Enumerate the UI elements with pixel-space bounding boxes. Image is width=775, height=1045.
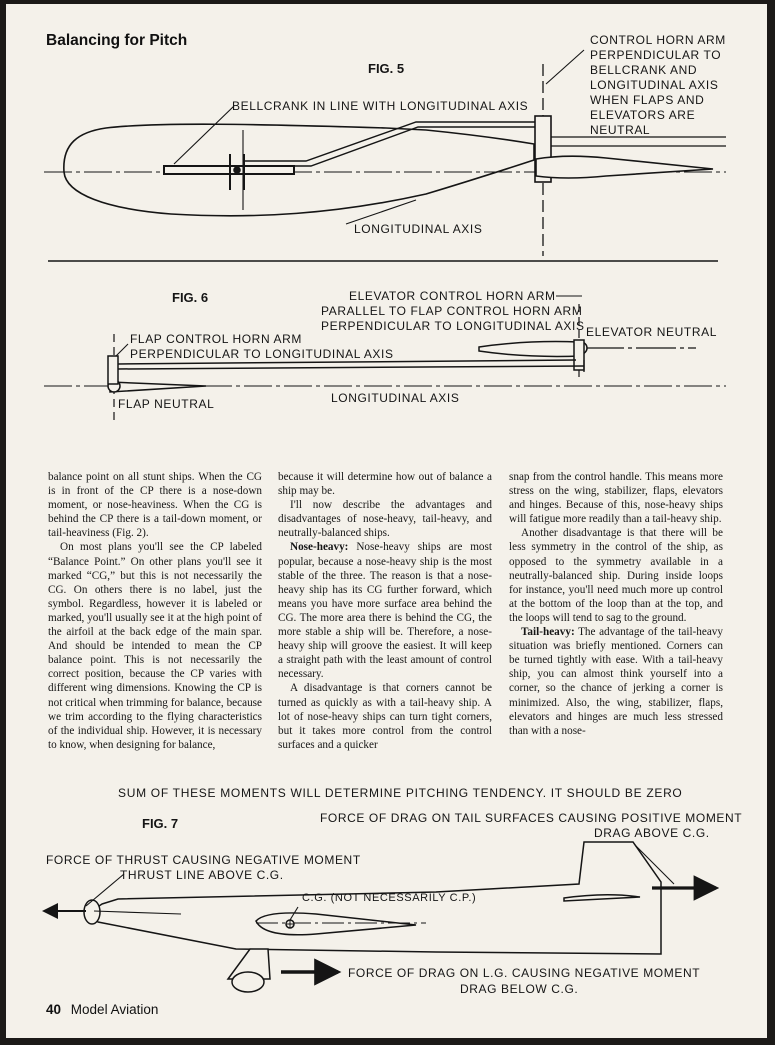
- subhead-tail-heavy: Tail-heavy:: [521, 626, 575, 639]
- page-number: 40: [46, 1002, 62, 1017]
- fig6-elevator-neutral-label: ELEVATOR NEUTRAL: [586, 325, 717, 339]
- fig6-elevator-horn-line: PARALLEL TO FLAP CONTROL HORN ARM: [321, 304, 583, 318]
- fig6-flap-neutral-label: FLAP NEUTRAL: [118, 397, 215, 411]
- paragraph-text: Nose-heavy ships are most popular, because a nose-heavy ship is the most stable of the three. The reason is that a nose-heavy ship has its CG further forward, which means you have more surface area behind the CG. The more area there is behind the CG, the more stable a ship will be. Therefore, a nose-heavy ship will groove the easiest. It will keep a straight path with the least amount of control necessary.: [278, 541, 492, 681]
- fig7-lg-drag-label: FORCE OF DRAG ON L.G. CAUSING NEGATIVE MOMENT: [348, 966, 701, 980]
- fig5-horn-line: NEUTRAL: [590, 123, 651, 137]
- fig5-horn-note: [590, 33, 726, 138]
- paragraph: I'll now describe the advantages and disadvantages of nose-heavy, tail-heavy, and neutrally-balanced ships.: [278, 499, 492, 540]
- fig6-flap-horn-line: FLAP CONTROL HORN ARM: [130, 332, 302, 346]
- fig5-bellcrank-label: BELLCRANK IN LINE WITH LONGITUDINAL AXIS: [232, 99, 529, 113]
- fig7-cg-label: C.G. (NOT NECESSARILY C.P.): [302, 892, 477, 904]
- fig7-tail-drag-label: FORCE OF DRAG ON TAIL SURFACES CAUSING POSITIVE MOMENT: [320, 811, 743, 825]
- fig6-elevator-horn-line: PERPENDICULAR TO LONGITUDINAL AXIS: [321, 319, 585, 333]
- paragraph: because it will determine how out of balance a ship may be.: [278, 471, 492, 498]
- fig5-horn-line: PERPENDICULAR TO: [590, 48, 722, 62]
- paragraph: balance point on all stunt ships. When the CG is in front of the CP there is a nose-down moment, or nose-heaviness. When the CG is behind the CP there is a tail-down moment, or tail-heaviness (Fig. 2).: [48, 471, 262, 540]
- fig7-drag-below-label: DRAG BELOW C.G.: [460, 982, 579, 996]
- fig5-axis-label: LONGITUDINAL AXIS: [354, 222, 483, 236]
- paragraph: snap from the control handle. This means more stress on the wing, stabilizer, flaps, elevators and hinges. Because of this, nose-heavy ships will fatigue more readily than a tail-heavy ship.: [509, 471, 723, 526]
- paragraph: Another disadvantage is that there will be less symmetry in the control of the ship, as opposed to the symmetry available in a neutrally-balanced ship. During inside loops for instance, you'll need much more up control at the bottom of the loop than at the top, and the loops will tend to sag to the ground.: [509, 527, 723, 624]
- article-column-1: [48, 470, 262, 752]
- fig5-label: FIG. 5: [368, 61, 405, 76]
- fig7-thrust-label: FORCE OF THRUST CAUSING NEGATIVE MOMENT: [46, 853, 361, 867]
- footer: [46, 1002, 158, 1017]
- fig5-horn-line: ELEVATORS ARE: [590, 108, 696, 122]
- paragraph: On most plans you'll see the CP labeled “Balance Point.” On other plans you'll see it marked “CG,” but this is not necessarily the CG. On others there is no label, just the symbol. Regardless, however it is labeled or marked, you'll usually see it at the high point of the airfoil at the back edge of the main spar. And should be intended to mean the CP balance point. This is not necessarily the correct position, because the CP varies with different wing dimensions. Knowing the CP is not critical when trimming for balance, because we trim according to the flying characteristics of the individual ship. However, it is necessary to know, when designing for balance,: [48, 541, 262, 751]
- paragraph: A disadvantage is that corners cannot be turned as quickly as with a tail-heavy ship. A lot of nose-heavy ships can turn tight corners, but it takes more control from the control surfaces and a quicker: [278, 682, 492, 751]
- fig7-thrust-line-label: THRUST LINE ABOVE C.G.: [120, 868, 284, 882]
- fig6-flap-horn-line: PERPENDICULAR TO LONGITUDINAL AXIS: [130, 347, 394, 361]
- fig6-axis-label: LONGITUDINAL AXIS: [331, 391, 460, 405]
- magazine-page: [6, 4, 767, 1038]
- paragraph-text: The advantage of the tail-heavy situation was briefly mentioned. Corners can be turned tightly with ease. With a tail-heavy ship, you can almost think yourself into a corner, so the chance of jerking a corner is minimized. Also, the wing, stabilizer, flaps, elevators and hinges are much less stressed than with a nose-: [509, 626, 723, 737]
- fig7-caption: SUM OF THESE MOMENTS WILL DETERMINE PITCHING TENDENCY. IT SHOULD BE ZERO: [118, 786, 683, 800]
- fig5-horn-line: WHEN FLAPS AND: [590, 93, 705, 107]
- article-column-2: [278, 470, 492, 752]
- fig6-label: FIG. 6: [172, 290, 209, 305]
- subhead-nose-heavy: Nose-heavy:: [290, 541, 349, 554]
- magazine-name: Model Aviation: [70, 1002, 159, 1017]
- paragraph-nose-heavy: [278, 540, 492, 681]
- fig5-horn-line: BELLCRANK AND: [590, 63, 698, 77]
- paragraph-tail-heavy: [509, 625, 723, 738]
- article-column-3: [509, 470, 723, 738]
- fig5-horn-line: LONGITUDINAL AXIS: [590, 78, 719, 92]
- fig7-label: FIG. 7: [142, 816, 179, 831]
- fig7-drag-above-label: DRAG ABOVE C.G.: [594, 826, 710, 840]
- fig6-elevator-horn-line: ELEVATOR CONTROL HORN ARM: [349, 289, 556, 303]
- fig5-horn-line: CONTROL HORN ARM: [590, 33, 726, 47]
- page-title: Balancing for Pitch: [46, 32, 188, 49]
